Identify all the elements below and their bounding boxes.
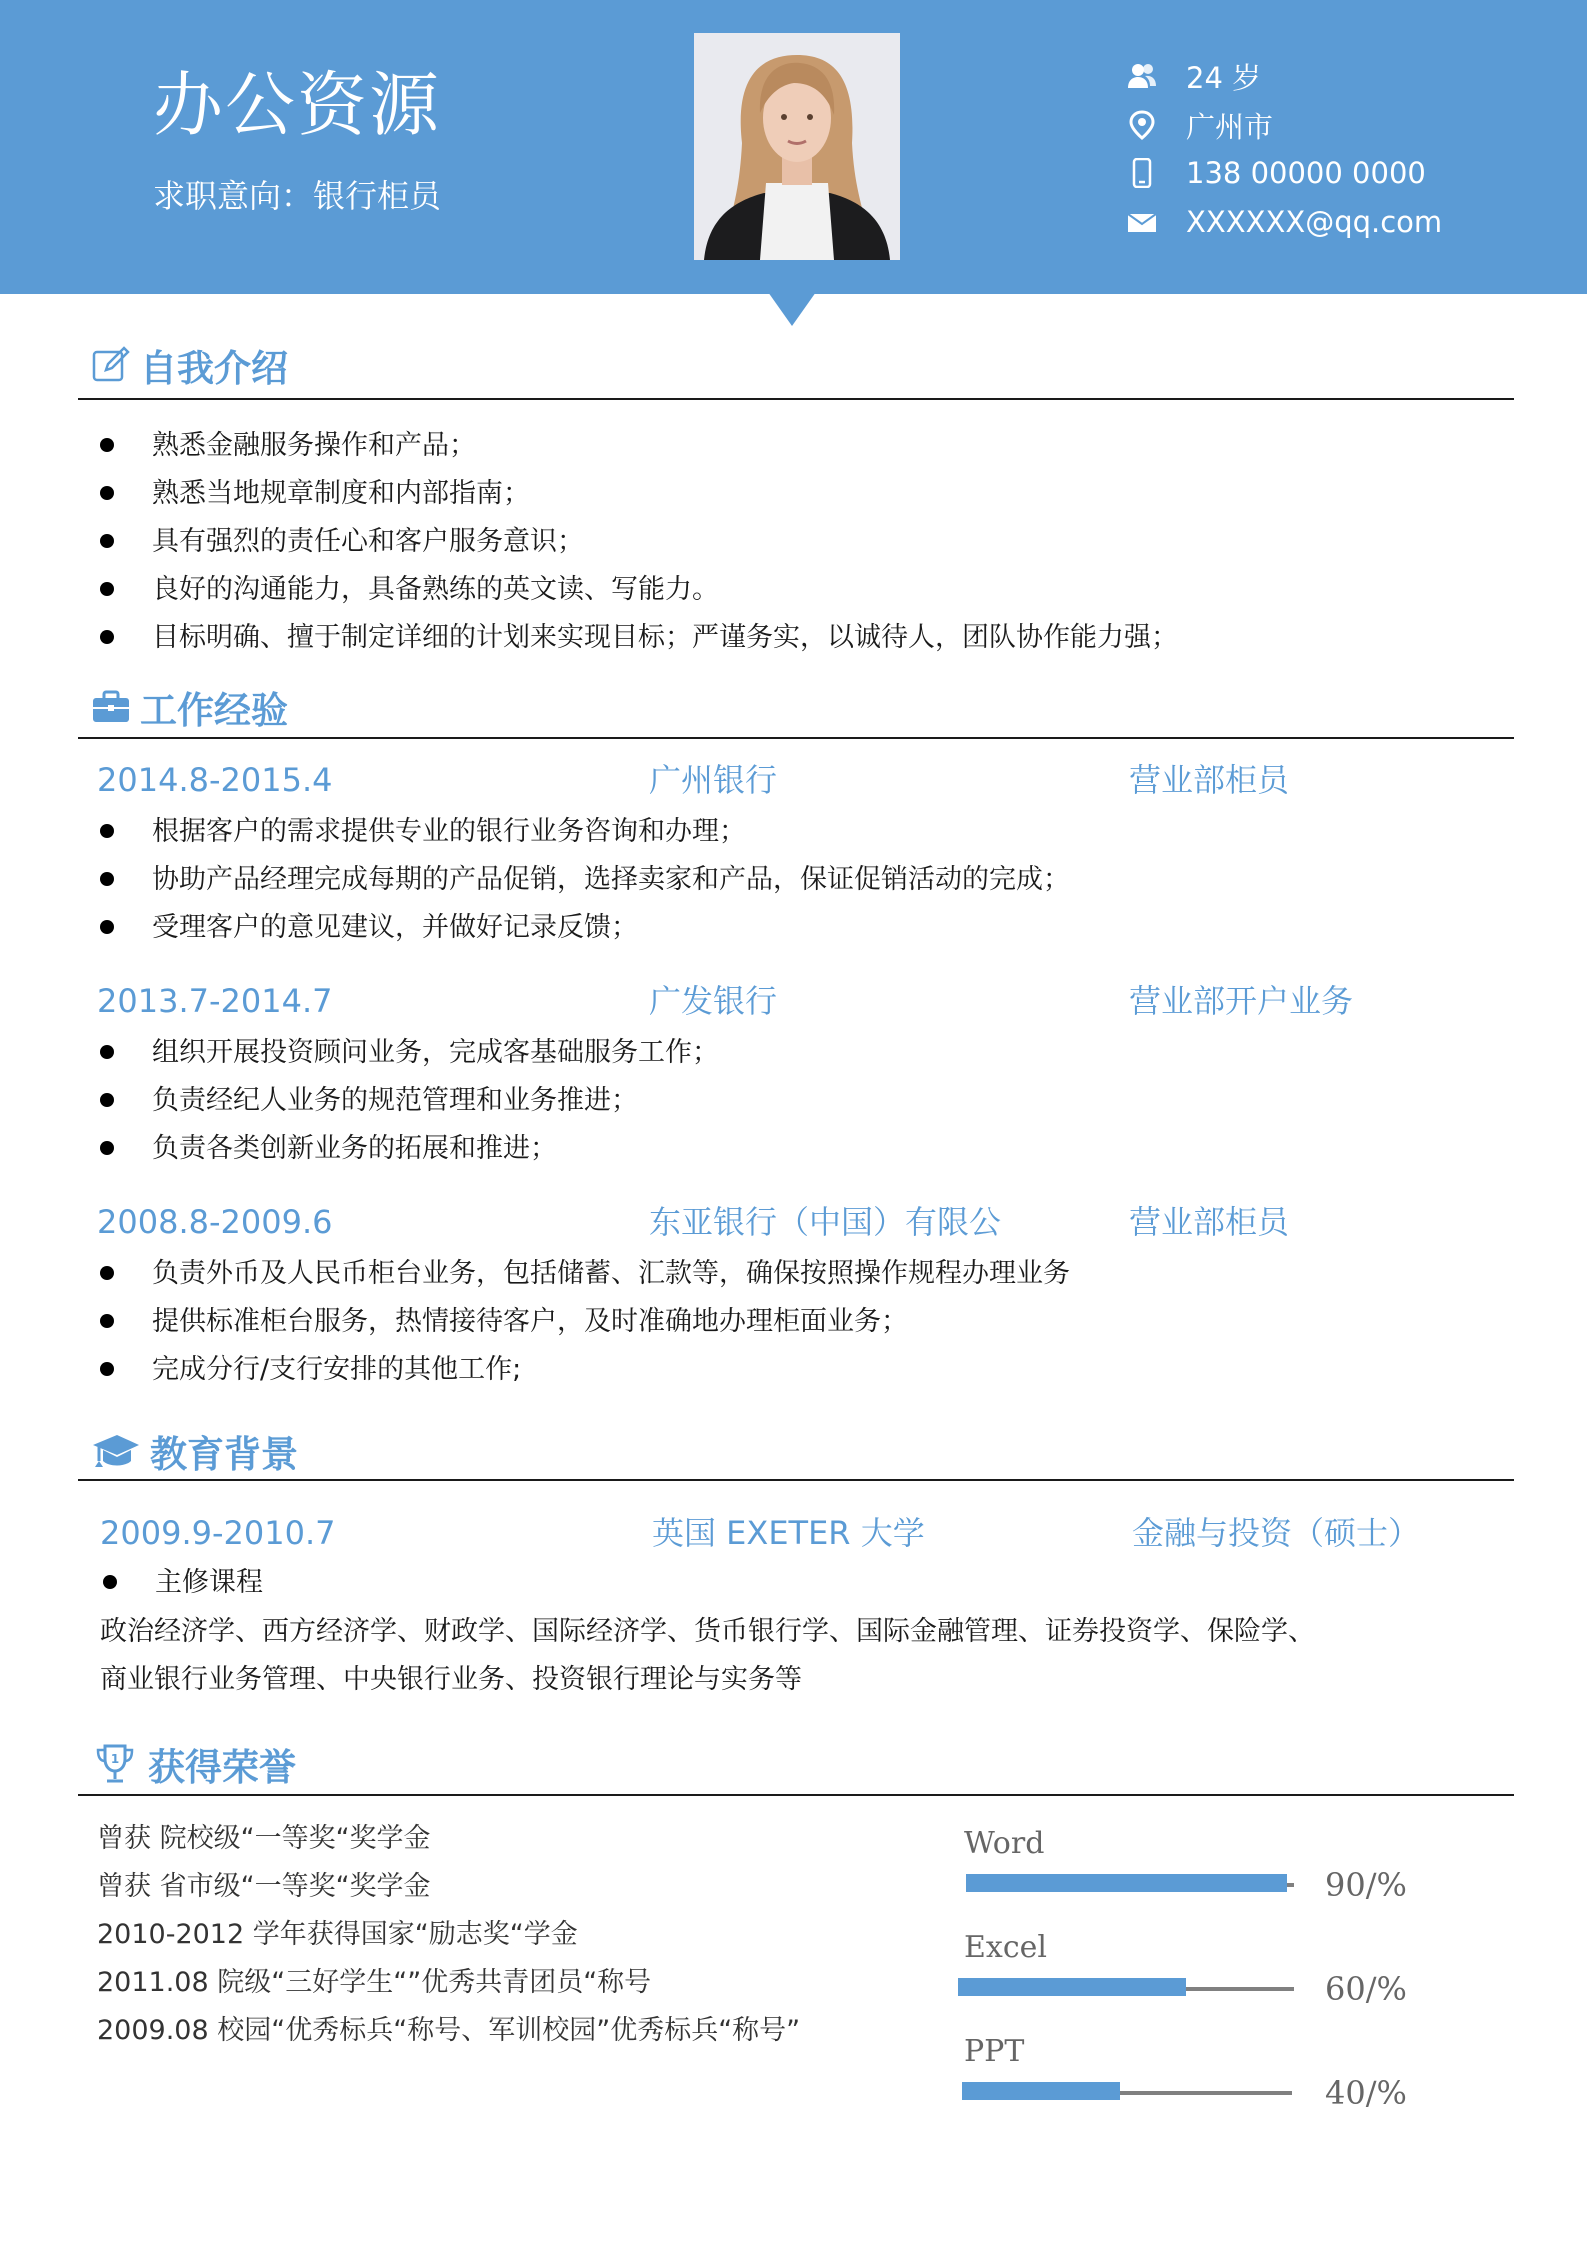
graduation-cap-icon bbox=[90, 1430, 142, 1472]
job-period: 2008.8-2009.6 bbox=[97, 1203, 333, 1241]
profile-photo bbox=[694, 33, 900, 260]
section-title-honors: 1 获得荣誉 bbox=[90, 1739, 296, 1789]
job-period: 2014.8-2015.4 bbox=[97, 761, 333, 799]
edit-icon bbox=[90, 344, 132, 386]
job-intent: 求职意向：银行柜员 bbox=[153, 177, 442, 215]
section-rule bbox=[78, 398, 1514, 400]
section-rule bbox=[78, 1794, 1514, 1796]
svg-text:1: 1 bbox=[110, 1752, 120, 1766]
section-rule bbox=[78, 1479, 1514, 1481]
list-item: 负责外币及人民币柜台业务，包括储蓄、汇款等，确保按照操作规程办理业务 bbox=[100, 1250, 1070, 1298]
trophy-icon bbox=[90, 1743, 140, 1785]
list-item: 受理客户的意见建议，并做好记录反馈； bbox=[100, 904, 638, 952]
contact-location bbox=[1126, 103, 1273, 147]
skill-percent-ppt: 40/% bbox=[1325, 2074, 1407, 2112]
section-rule bbox=[78, 737, 1514, 739]
contact-email bbox=[1126, 200, 1442, 244]
list-item: 负责经纪人业务的规范管理和业务推进； bbox=[100, 1077, 638, 1125]
contact-email-text: XXXXXX@qq.com bbox=[1186, 205, 1443, 239]
section-title-education: 教育背景 bbox=[90, 1426, 298, 1476]
list-item: 负责各类创新业务的拓展和推进； bbox=[100, 1125, 557, 1173]
contact-phone-text: 138 00000 0000 bbox=[1186, 156, 1426, 190]
skill-name-excel: Excel bbox=[964, 1930, 1047, 1965]
contact-age bbox=[1126, 54, 1261, 98]
list-item: 熟悉当地规章制度和内部指南； bbox=[100, 470, 530, 518]
location-icon bbox=[1126, 109, 1158, 141]
list-item: 协助产品经理完成每期的产品促销，选择卖家和产品，保证促销活动的完成； bbox=[100, 856, 1070, 904]
honor-item: 曾获 院校级“一等奖“奖学金 bbox=[97, 1823, 431, 1854]
list-item: 熟悉金融服务操作和产品； bbox=[100, 422, 476, 470]
edu-school: 英国 EXETER 大学 bbox=[652, 1514, 925, 1552]
courses-label: 主修课程 bbox=[103, 1559, 263, 1607]
list-item: 完成分行/支行安排的其他工作; bbox=[100, 1346, 521, 1394]
job-role: 营业部柜员 bbox=[1129, 1203, 1290, 1241]
list-item: 组织开展投资顾问业务，完成客基础服务工作； bbox=[100, 1029, 719, 1077]
header-notch bbox=[768, 292, 816, 326]
list-item: 根据客户的需求提供专业的银行业务咨询和办理； bbox=[100, 808, 746, 856]
skill-name-word: Word bbox=[964, 1826, 1045, 1861]
honor-item: 2011.08 院级“三好学生“”优秀共青团员“称号 bbox=[97, 1967, 652, 1998]
skill-percent-word: 90/% bbox=[1325, 1866, 1407, 1904]
skill-percent-excel: 60/% bbox=[1325, 1970, 1407, 2008]
candidate-name: 办公资源 bbox=[153, 64, 441, 146]
edu-period: 2009.9-2010.7 bbox=[100, 1514, 336, 1552]
skill-bar-word bbox=[966, 1874, 1287, 1892]
edu-major: 金融与投资（硕士） bbox=[1132, 1514, 1421, 1552]
job-period: 2013.7-2014.7 bbox=[97, 982, 333, 1020]
contact-phone bbox=[1126, 151, 1426, 195]
job-company: 东亚银行（中国）有限公 bbox=[649, 1203, 1002, 1241]
honor-item: 2010-2012 学年获得国家“励志奖“学金 bbox=[97, 1919, 578, 1950]
skill-name-ppt: PPT bbox=[964, 2034, 1025, 2069]
contact-age-text: 24 岁 bbox=[1186, 60, 1262, 95]
list-item: 良好的沟通能力，具备熟练的英文读、写能力。 bbox=[100, 566, 719, 614]
list-item: 目标明确、擅于制定详细的计划来实现目标；严谨务实，以诚待人，团队协作能力强； bbox=[100, 614, 1178, 662]
phone-icon bbox=[1126, 157, 1158, 189]
skill-bar-ppt bbox=[962, 2082, 1120, 2100]
courses-line-2: 商业银行业务管理、中央银行业务、投资银行理论与实务等 bbox=[100, 1664, 802, 1695]
mail-icon bbox=[1126, 206, 1158, 238]
skill-bar-excel bbox=[958, 1978, 1186, 1996]
list-item: 提供标准柜台服务，热情接待客户，及时准确地办理柜面业务； bbox=[100, 1298, 908, 1346]
user-icon bbox=[1126, 60, 1158, 92]
honor-item: 曾获 省市级“一等奖“奖学金 bbox=[97, 1871, 431, 1902]
list-item: 具有强烈的责任心和客户服务意识； bbox=[100, 518, 584, 566]
job-role: 营业部柜员 bbox=[1129, 761, 1290, 799]
job-company: 广发银行 bbox=[649, 982, 778, 1020]
briefcase-icon bbox=[90, 686, 132, 728]
section-title-work: 工作经验 bbox=[90, 682, 288, 732]
contact-location-text: 广州市 bbox=[1186, 109, 1274, 144]
job-company: 广州银行 bbox=[649, 761, 778, 799]
section-title-intro: 自我介绍 bbox=[90, 340, 288, 390]
job-role: 营业部开户业务 bbox=[1129, 982, 1354, 1020]
honor-item: 2009.08 校园“优秀标兵“称号、军训校园”优秀标兵“称号” bbox=[97, 2015, 801, 2046]
courses-line-1: 政治经济学、西方经济学、财政学、国际经济学、货币银行学、国际金融管理、证券投资学、保险学、 bbox=[100, 1616, 1315, 1647]
